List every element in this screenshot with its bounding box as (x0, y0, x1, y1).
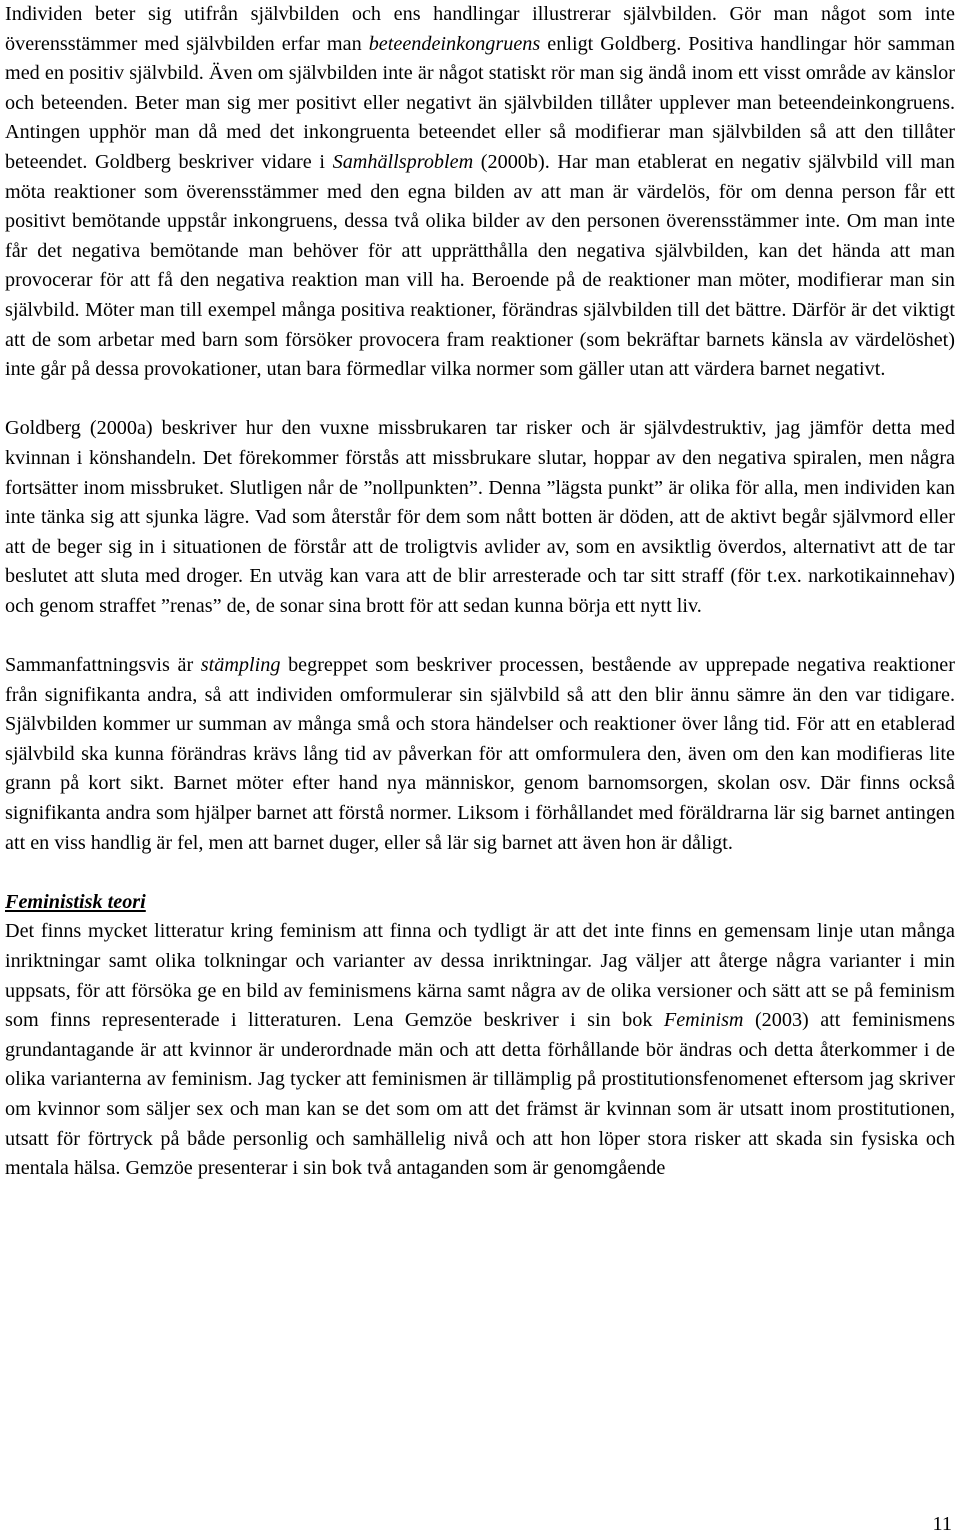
p2-segment-0: Goldberg (2000a) beskriver hur den vuxne missbrukaren tar risker och är självdestruktiv, jag jämför detta med kvinnan i könshandeln. Det förekommer förstås att missbrukare slutar, hoppar av den negativa spiralen, men några fortsätter inom missbruket. Slutligen når de ”nollpunkten”. Denna ”lägsta punkt” är olika för alla, men individen kan inte tänka sig att sjunka lägre. Vad som återstår för dem som nått botten är döden, att de aktivt begår självmord eller att de beger sig in i situationen de förstår att de troligtvis avlider av, som en avsiktlig överdos, alternativt att de tar beslutet att sluta med droger. En utväg kan vara att de blir arresterade och tar sitt straff (för t.ex. narkotikainnehav) och genom straffet ”renas” de, de sonar sina brott för att sedan kunna börja ett nytt liv. (5, 417, 955, 617)
p3-segment-0: Sammanfattningsvis är (5, 654, 201, 677)
p1-segment-2: enligt Goldberg. Positiva handlingar hör samman med en positiv självbild. Även om självbilden inte är något statiskt rör man sig ändå inom ett visst område av känslor och beteenden. Beter man sig mer positivt eller negativt än självbilden tillåter upplever man beteendeinkongruens. Antingen upphör man då med det inkongruenta beteendet eller så modifierar man självbilden så att den tillåter beteendet. Goldberg beskriver vidare i (5, 32, 955, 173)
body-text (5, 0, 955, 858)
p1-segment-3: Samhällsproblem (332, 150, 474, 173)
section-segment-2: (2003) att feminismens grundantagande är att kvinnor är underordnade män och att detta förhållande bör ändras och detta återkommer i de olika varianterna av feminism. Jag tycker att feminismen är tillämplig på prostitutionsfenomenet eftersom jag skriver om kvinnor som säljer sex och man kan se det som om att det främst är kvinnan som är utsatt inom prostitutionen, utsatt för förtryck på både personlig och samhällelig nivå och att hon löper stora risker att skada sin fysiska och mentala hälsa. Gemzöe presenterar i sin bok två antaganden som är genomgående (5, 1009, 955, 1180)
section-segment-0: Det finns mycket litteratur kring feminism att finna och tydligt är att det inte finns en gemensam linje utan många inriktningar samt olika tolkningar och varianter av dessa inriktningar. Jag väljer att återge några varianter i min uppsats, för att försöka ge en bild av feminismens kärna samt några av de olika versioner och sätt att se på feminism som finns representerade i litteraturen. Lena Gemzöe beskriver i sin bok (5, 920, 955, 1032)
section-paragraph (5, 917, 955, 1183)
p1-segment-1: beteendeinkongruens (368, 32, 541, 55)
document-page (5, 0, 955, 1184)
paragraph-2 (5, 414, 955, 621)
paragraph-1 (5, 0, 955, 385)
p3-segment-2: begreppet som beskriver processen, bestående av upprepade negativa reaktioner från signifikanta andra, så att individen omformulerar sin självbild så att den blir ännu sämre än den var tidigare. Självbilden kommer ur summan av många små och stora händelser och reaktioner över lång tid. För att en etablerad självbild ska kunna förändras krävs lång tid av påverkan för att omformulera den, även om den kan modifieras lite grann på kort sikt. Barnet möter efter hand nya människor, genom barnomsorgen, skolan osv. Där finns också signifikanta andra som hjälper barnet att förstå normer. Liksom i förhållandet med föräldrarna lär sig barnet antingen att en viss handlig är fel, men att barnet duger, eller så lär sig barnet att även hon är dåligt. (5, 654, 955, 854)
p1-segment-4: (2000b). Har man etablerat en negativ självbild vill man möta reaktioner som överensstämmer med den egna bilden av att man är värdelös, för om denna person får ett positivt bemötande uppstår inkongruens, dessa två olika bilder av den personen överensstämmer inte. Om man inte får det negativa bemötande man behöver för att upprätthålla den negativa självbilden, kan det hända att man provocerar för att få den negativa reaktion man vill ha. Beroende på de reaktioner man möter, modifierar man sin självbild. Möter man till exempel många positiva reaktioner, förändras självbilden till det bättre. Därför är det viktigt att de som arbetar med barn som försöker provocera fram reaktioner (som bekräftar barnets känsla av värdelöshet) inte går på dessa provokationer, utan bara förmedlar vilka normer som gäller utan att värdera barnet negativt. (5, 150, 955, 381)
section-feministisk-teori (5, 888, 955, 1184)
page-number: 11 (932, 1513, 952, 1535)
section-segment-1: Feminism (663, 1009, 744, 1032)
p3-segment-1: stämpling (200, 654, 281, 677)
paragraph-3 (5, 651, 955, 858)
section-heading: Feministisk teori (5, 890, 146, 913)
p1-segment-0: Individen beter sig utifrån självbilden och ens handlingar illustrerar självbilden. Gör man något som inte överensstämmer med självbilden erfar man (5, 3, 955, 55)
